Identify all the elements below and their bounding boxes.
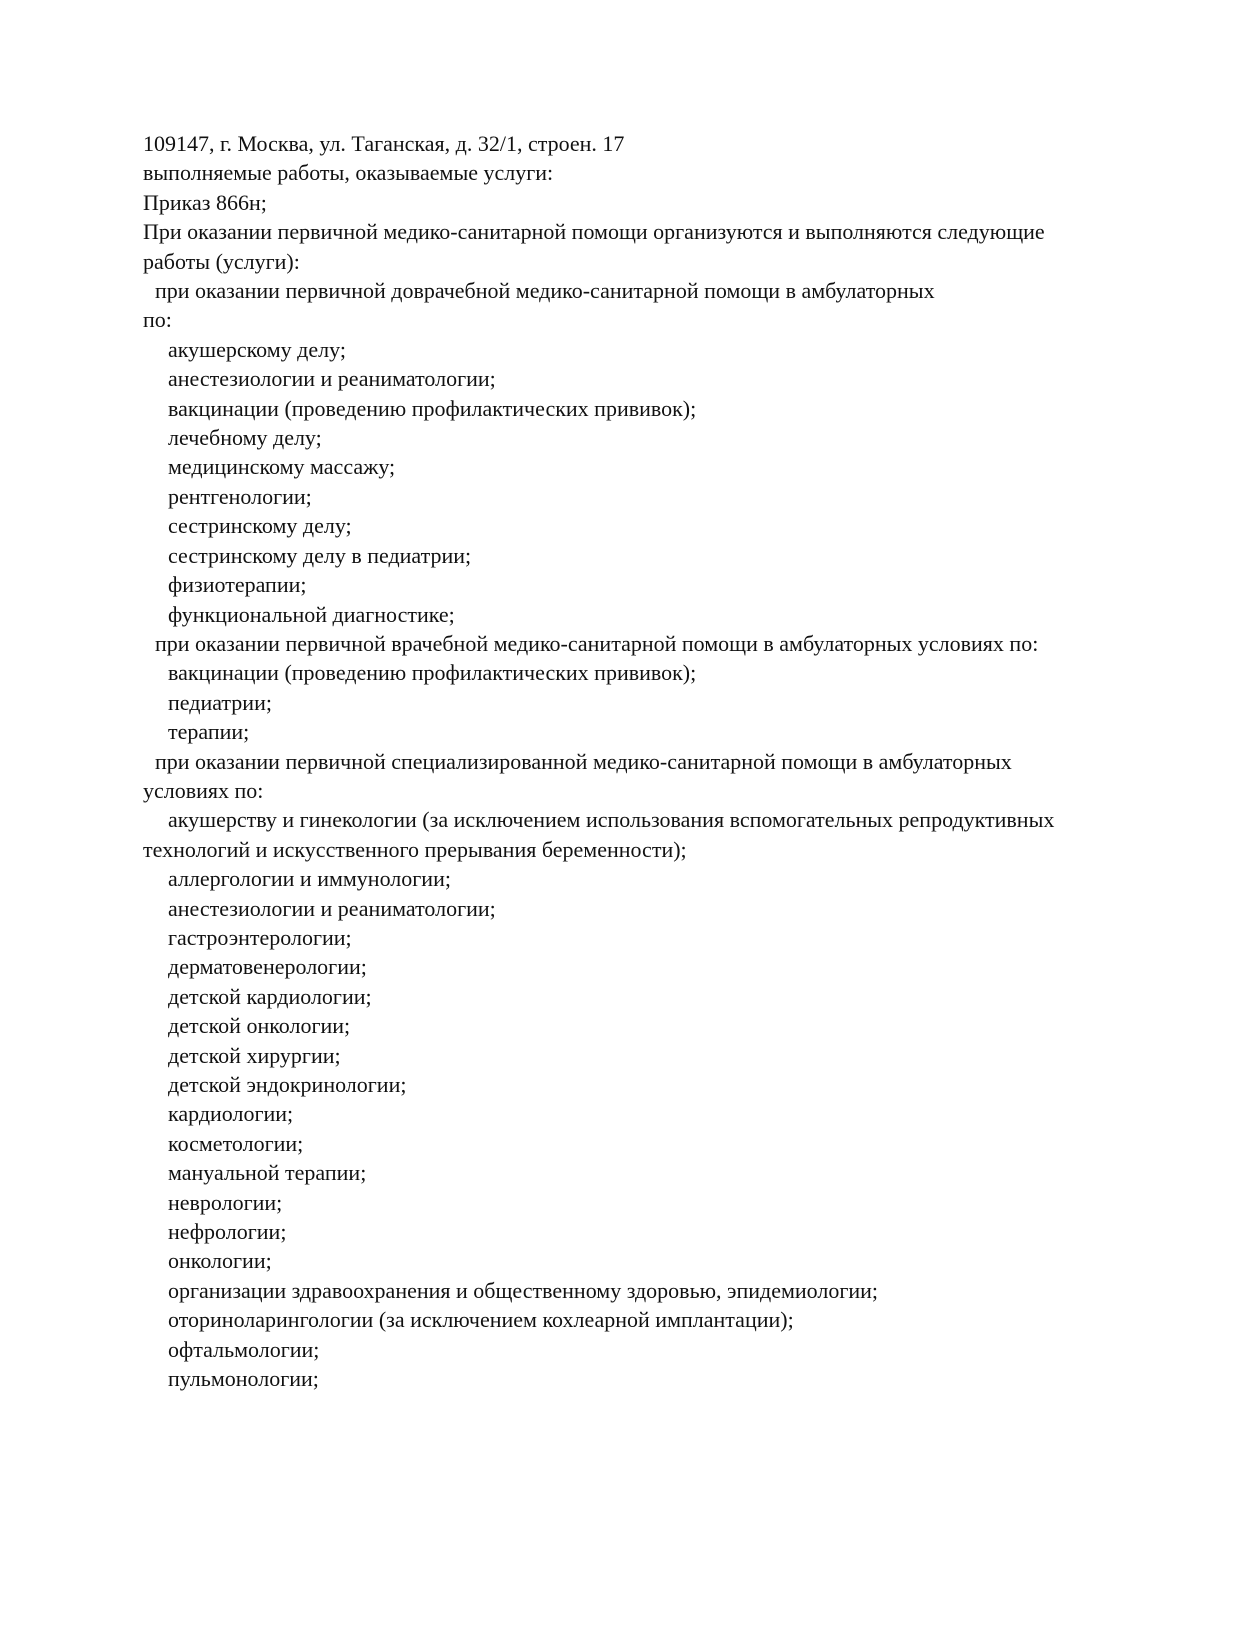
- address-line: 109147, г. Москва, ул. Таганская, д. 32/1, строен. 17: [143, 131, 625, 156]
- list-item: мануальной терапии;: [168, 1160, 367, 1186]
- list-item: педиатрии;: [168, 689, 272, 715]
- section-heading-continuation: условиях по:: [143, 777, 264, 803]
- order-line: Приказ 866н;: [143, 189, 267, 215]
- list-item: сестринскому делу;: [168, 513, 352, 539]
- list-item-continuation: технологий и искусственного прерывания беременности);: [143, 836, 687, 862]
- list-item: анестезиологии и реаниматологии;: [168, 895, 496, 921]
- list-item: гастроэнтерологии;: [168, 924, 352, 950]
- list-item: медицинскому массажу;: [168, 454, 396, 480]
- list-item: акушерскому делу;: [168, 336, 346, 362]
- section-heading-continuation: по:: [143, 307, 172, 333]
- list-item: аллергологии и иммунологии;: [168, 866, 451, 892]
- list-item: сестринскому делу в педиатрии;: [168, 542, 472, 568]
- list-item: организации здравоохранения и общественному здоровью, эпидемиологии;: [168, 1277, 879, 1303]
- section-heading: при оказании первичной специализированной медико-санитарной помощи в амбулаторных: [155, 748, 1012, 774]
- list-item: детской хирургии;: [168, 1042, 341, 1068]
- intro-line: работы (услуги):: [143, 248, 300, 274]
- list-item: детской кардиологии;: [168, 983, 372, 1009]
- list-item: пульмонологии;: [168, 1366, 319, 1392]
- list-item: лечебному делу;: [168, 425, 322, 451]
- list-item: дерматовенерологии;: [168, 954, 367, 980]
- list-item: физиотерапии;: [168, 572, 307, 598]
- section-heading: при оказании первичной врачебной медико-санитарной помощи в амбулаторных условиях по:: [155, 630, 1039, 656]
- list-item: акушерству и гинекологии (за исключением использования вспомогательных репродуктивных: [168, 807, 1055, 833]
- list-item: косметологии;: [168, 1130, 304, 1156]
- list-item: оториноларингологии (за исключением кохлеарной имплантации);: [168, 1307, 794, 1333]
- list-item: детской эндокринологии;: [168, 1072, 407, 1097]
- services-heading: выполняемые работы, оказываемые услуги:: [143, 160, 554, 186]
- list-item: рентгенологии;: [168, 483, 312, 509]
- list-item: нефрологии;: [168, 1219, 287, 1245]
- section-heading: при оказании первичной доврачебной медико-санитарной помощи в амбулаторных: [155, 278, 935, 304]
- list-item: офтальмологии;: [168, 1336, 320, 1362]
- list-item: анестезиологии и реаниматологии;: [168, 366, 496, 392]
- list-item: кардиологии;: [168, 1101, 294, 1127]
- list-item: вакцинации (проведению профилактических прививок);: [168, 395, 697, 421]
- list-item: онкологии;: [168, 1248, 272, 1274]
- list-item: функциональной диагностике;: [168, 601, 455, 627]
- list-item: детской онкологии;: [168, 1013, 351, 1039]
- list-item: терапии;: [168, 719, 250, 745]
- intro-line: При оказании первичной медико-санитарной помощи организуются и выполняются следующие: [143, 219, 1045, 245]
- list-item: вакцинации (проведению профилактических прививок);: [168, 660, 697, 686]
- document-page: [143, 129, 1143, 1393]
- list-item: неврологии;: [168, 1189, 283, 1215]
